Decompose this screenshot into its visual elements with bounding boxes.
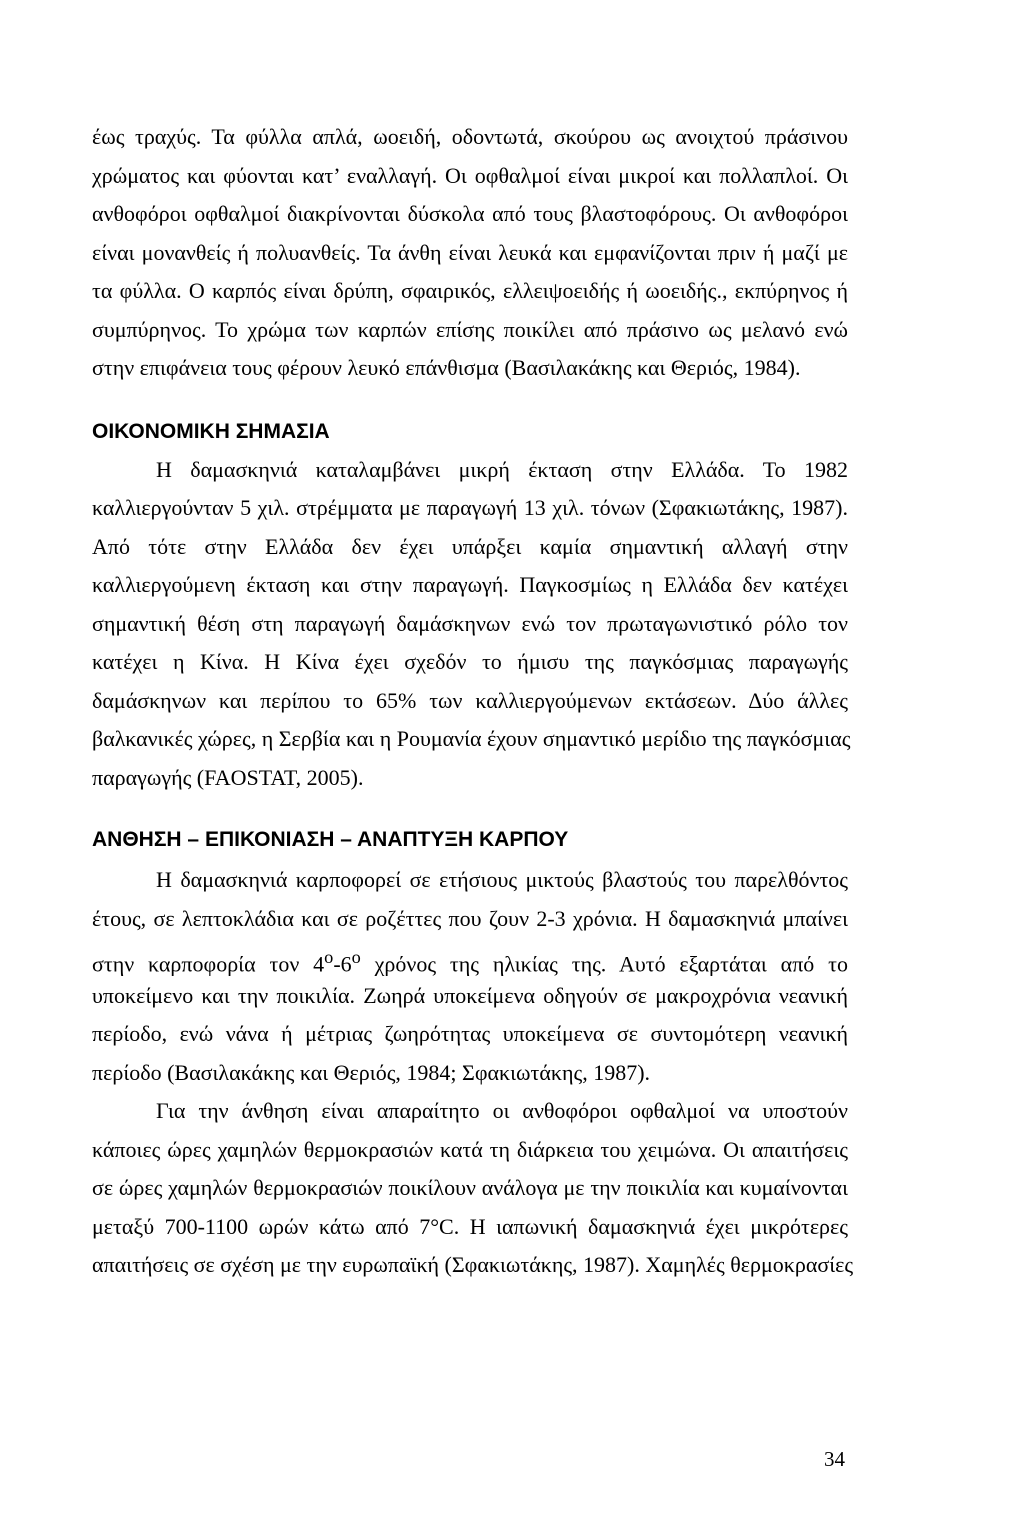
text-line: συμπύρηνος. Το χρώμα των καρπών επίσης ποικίλει από πράσινο ως μελανό ενώ bbox=[92, 316, 848, 342]
text-line: Από τότε στην Ελλάδα δεν έχει υπάρξει καμία σημαντική αλλαγή στην bbox=[92, 533, 848, 559]
text-line: καλλιεργούμενη έκταση και στην παραγωγή. Παγκοσμίως η Ελλάδα δεν κατέχει bbox=[92, 572, 848, 597]
text-line: περίοδο (Βασιλακάκης και Θεριός, 1984; Σφακιωτάκης, 1987). bbox=[92, 1059, 651, 1085]
text-line: είναι μονανθείς ή πολυανθείς. Τα άνθη είναι λευκά και εμφανίζονται πριν ή μαζί με bbox=[92, 239, 848, 265]
text-line: μεταξύ 700-1100 ωρών κάτω από 7°C. Η ιαπωνική δαμασκηνιά έχει μικρότερες bbox=[92, 1213, 848, 1239]
superscript-o: ο bbox=[351, 947, 361, 967]
text-line: Για την άνθηση είναι απαραίτητο οι ανθοφόροι οφθαλμοί να υποστούν bbox=[156, 1098, 848, 1123]
section-heading-economic: ΟΙΚΟΝΟΜΙΚΗ ΣΗΜΑΣΙΑ bbox=[92, 419, 330, 443]
paragraph-fruiting bbox=[92, 861, 848, 1092]
text-line: κατέχει η Κίνα. Η Κίνα έχει σχεδόν το ήμισυ της παγκόσμιας παραγωγής bbox=[92, 649, 848, 674]
text-line: απαιτήσεις σε σχέση με την ευρωπαϊκή (Σφακιωτάκης, 1987). Χαμηλές θερμοκρασίες bbox=[92, 1252, 854, 1277]
text-line: καλλιεργούνταν 5 χιλ. στρέμματα με παραγωγή 13 χιλ. τόνων (Σφακιωτάκης, 1987). bbox=[92, 495, 848, 520]
text-line: έτους, σε λεπτοκλάδια και σε ροζέττες που ζουν 2-3 χρόνια. Η δαμασκηνιά μπαίνει bbox=[92, 905, 848, 931]
superscript-o: ο bbox=[324, 947, 334, 967]
text-line: παραγωγής (FAOSTAT, 2005). bbox=[92, 764, 364, 790]
text-line: έως τραχύς. Τα φύλλα απλά, ωοειδή, οδοντωτά, σκούρου ως ανοιχτού πράσινου bbox=[92, 124, 848, 149]
paragraph-economic-importance bbox=[92, 451, 851, 798]
text-fragment: στην καρποφορία τον 4 bbox=[92, 951, 325, 977]
text-line: βαλκανικές χώρες, η Σερβία και η Ρουμανία έχουν σημαντικό μερίδιο της παγκόσμιας bbox=[92, 726, 851, 751]
section-heading-flowering: ΑΝΘΗΣΗ – ΕΠΙΚΟΝΙΑΣΗ – ΑΝΑΠΤΥΞΗ ΚΑΡΠΟΥ bbox=[92, 828, 569, 851]
text-line: χρώματος και φύονται κατ’ εναλλαγή. Οι οφθαλμοί είναι μικροί και πολλαπλοί. Οι bbox=[92, 162, 848, 188]
text-line: στην επιφάνεια τους φέρουν λευκό επάνθισμα (Βασιλακάκης και Θεριός, 1984). bbox=[92, 355, 801, 380]
text-line: Η δαμασκηνιά καρποφορεί σε ετήσιους μικτούς βλαστούς του παρελθόντος bbox=[156, 867, 848, 892]
text-fragment: χρόνος της ηλικίας της. Αυτό εξαρτάται από το bbox=[360, 951, 848, 977]
text-fragment: -6 bbox=[333, 951, 352, 977]
text-line-superscript bbox=[92, 938, 848, 977]
document-page bbox=[92, 118, 854, 1285]
paragraph-chilling-requirements bbox=[92, 1092, 854, 1285]
text-line: σημαντική θέση στη παραγωγή δαμάσκηνων ενώ τον πρωταγωνιστικό ρόλο τον bbox=[92, 610, 848, 636]
text-line: κάποιες ώρες χαμηλών θερμοκρασιών κατά τη διάρκεια του χειμώνα. Οι απαιτήσεις bbox=[92, 1136, 848, 1162]
page-number: 34 bbox=[824, 1447, 845, 1471]
text-line: περίοδο, ενώ νάνα ή μέτριας ζωηρότητας υποκείμενα σε συντομότερη νεανική bbox=[92, 1021, 848, 1046]
text-line: ανθοφόροι οφθαλμοί διακρίνονται δύσκολα από τους βλαστοφόρους. Οι ανθοφόροι bbox=[92, 201, 848, 226]
text-line: Η δαμασκηνιά καταλαμβάνει μικρή έκταση στην Ελλάδα. Το 1982 bbox=[156, 456, 848, 482]
text-line: τα φύλλα. Ο καρπός είναι δρύπη, σφαιρικός, ελλειψοειδής ή ωοειδής., εκπύρηνος ή bbox=[92, 278, 848, 303]
text-line: σε ώρες χαμηλών θερμοκρασιών ποικίλουν ανάλογα με την ποικιλία και κυμαίνονται bbox=[92, 1175, 848, 1200]
text-line: υποκείμενο και την ποικιλία. Ζωηρά υποκείμενα οδηγούν σε μακροχρόνια νεανική bbox=[92, 982, 848, 1008]
text-line: δαμάσκηνων και περίπου το 65% των καλλιεργούμενων εκτάσεων. Δύο άλλες bbox=[92, 687, 848, 713]
paragraph-plant-description bbox=[92, 118, 848, 388]
